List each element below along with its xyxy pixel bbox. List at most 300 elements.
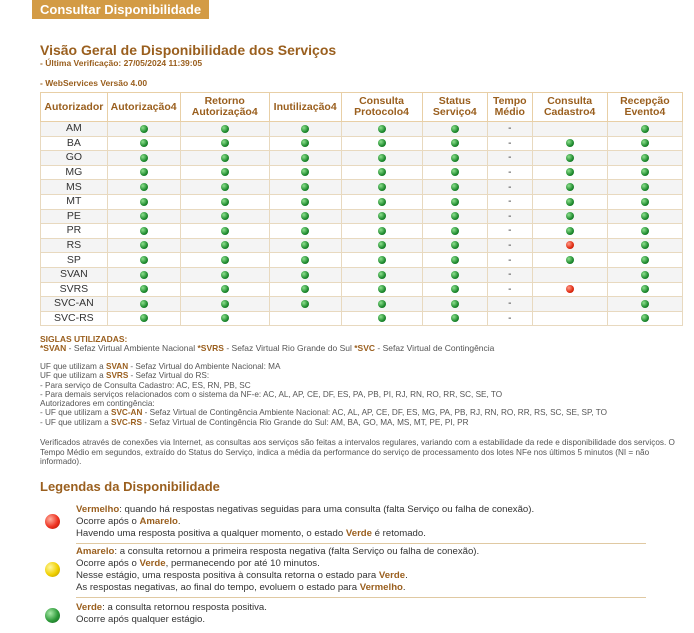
uf-contingencia-heading: Autorizadores em contingência:	[40, 399, 155, 409]
green-status-icon	[378, 300, 386, 308]
green-status-icon	[566, 154, 574, 162]
status-cell	[341, 311, 422, 326]
green-status-icon	[566, 212, 574, 220]
green-status-icon	[641, 314, 649, 322]
green-status-icon	[451, 125, 459, 133]
green-status-icon	[301, 139, 309, 147]
row-autorizador: MG	[41, 165, 108, 180]
table-row	[41, 194, 683, 209]
status-cell	[532, 194, 607, 209]
status-cell	[532, 209, 607, 224]
status-cell	[180, 180, 269, 195]
status-cell	[341, 238, 422, 253]
row-autorizador: GO	[41, 151, 108, 166]
status-cell	[269, 194, 341, 209]
uf-svrs-pre: UF que utilizam a	[40, 371, 106, 381]
green-status-icon	[221, 183, 229, 191]
green-status-icon	[641, 198, 649, 206]
siglas-line	[40, 343, 494, 353]
green-status-icon	[641, 300, 649, 308]
green-status-icon	[641, 168, 649, 176]
status-cell	[532, 238, 607, 253]
status-cell	[269, 282, 341, 297]
green-status-icon	[378, 271, 386, 279]
status-cell	[269, 151, 341, 166]
legend-yellow	[40, 546, 646, 598]
verification-note: Verificados através de conexões via Internet, as consultas aos serviços são feitas a intervalos regulares, variando com a estabilidade da rede e disponibilidade dos serviços. O Tempo Médio em segundos, extraído do Status do Serviço, indica a média da performance do serviço de processamento dos lotes NFe nos últimos 5 minutos (NI = não informado).	[40, 438, 675, 466]
tab-consultar-disponibilidade[interactable]: Consultar Disponibilidade	[32, 0, 209, 19]
status-cell	[422, 224, 487, 239]
legend-red-text	[76, 504, 646, 544]
green-status-icon	[641, 125, 649, 133]
tempo-medio-cell: -	[488, 209, 532, 224]
status-cell	[607, 209, 682, 224]
status-cell	[422, 180, 487, 195]
green-status-icon	[301, 212, 309, 220]
table-row	[41, 267, 683, 282]
status-cell	[269, 180, 341, 195]
empty-cell	[269, 311, 341, 326]
legend-red	[40, 504, 646, 544]
legend-yellow-line3	[76, 570, 646, 582]
status-cell	[180, 122, 269, 137]
legend-red-l2-kw: Amarelo	[139, 516, 178, 527]
green-status-icon	[378, 314, 386, 322]
legend-yellow-l4-post: .	[402, 582, 406, 593]
green-status-icon	[140, 212, 148, 220]
status-cell	[607, 311, 682, 326]
green-status-icon	[140, 125, 148, 133]
status-cell	[107, 238, 180, 253]
green-status-icon	[301, 154, 309, 162]
uf-svcrs-key: SVC-RS	[110, 417, 142, 427]
table-row	[41, 122, 683, 137]
uf-svcrs-line	[40, 418, 690, 427]
table-row	[41, 180, 683, 195]
green-status-icon	[378, 241, 386, 249]
col-status-servico: Status Serviço4	[422, 93, 487, 122]
tempo-medio-cell: -	[488, 282, 532, 297]
green-status-icon	[566, 139, 574, 147]
status-cell	[341, 267, 422, 282]
green-status-icon	[451, 183, 459, 191]
green-status-icon	[378, 168, 386, 176]
col-consulta-cadastro: Consulta Cadastro4	[532, 93, 607, 122]
col-inutilizacao: Inutilização4	[269, 93, 341, 122]
table-row	[41, 136, 683, 151]
tempo-medio-cell: -	[488, 224, 532, 239]
green-status-icon	[221, 168, 229, 176]
table-row	[41, 165, 683, 180]
tempo-medio-cell: -	[488, 253, 532, 268]
green-status-icon	[451, 198, 459, 206]
status-cell	[607, 267, 682, 282]
status-cell	[532, 282, 607, 297]
ws-version-text: - WebServices Versão 4.00	[40, 78, 148, 88]
green-status-icon	[641, 271, 649, 279]
row-autorizador: SVRS	[41, 282, 108, 297]
table-header-row	[41, 93, 683, 122]
status-cell	[269, 209, 341, 224]
top-bar	[0, 0, 694, 20]
green-status-icon	[140, 300, 148, 308]
legend-green	[40, 602, 646, 632]
green-status-icon	[451, 227, 459, 235]
legend-green-text	[76, 602, 646, 629]
status-cell	[269, 224, 341, 239]
status-cell	[269, 122, 341, 137]
green-status-icon	[378, 256, 386, 264]
empty-cell	[532, 122, 607, 137]
green-status-icon	[221, 300, 229, 308]
tempo-medio-cell: -	[488, 238, 532, 253]
status-cell	[607, 297, 682, 312]
last-check-text: - Última Verificação: 27/05/2024 11:39:05	[40, 58, 203, 68]
green-status-icon	[641, 139, 649, 147]
uf-svcrs-pre: - UF que utilizam a	[40, 417, 111, 427]
status-cell	[422, 297, 487, 312]
uf-svcan-line	[40, 408, 690, 417]
green-status-icon	[451, 256, 459, 264]
green-status-icon	[641, 285, 649, 293]
col-recepcao-evento: Recepção Evento4	[607, 93, 682, 122]
legend-yellow-l3-post: .	[405, 570, 408, 581]
status-cell	[107, 194, 180, 209]
green-status-icon	[221, 285, 229, 293]
uf-svan-line	[40, 362, 690, 371]
sigla-svrs-desc: - Sefaz Virtual Rio Grande do Sul	[223, 343, 355, 353]
row-autorizador: BA	[41, 136, 108, 151]
status-cell	[532, 253, 607, 268]
status-cell	[341, 297, 422, 312]
uf-svrs-post: - Sefaz Virtual do RS:	[128, 371, 210, 381]
green-status-icon	[140, 183, 148, 191]
sigla-svan-desc: - Sefaz Virtual Ambiente Nacional	[66, 343, 198, 353]
status-cell	[607, 253, 682, 268]
green-status-icon	[378, 183, 386, 191]
status-cell	[422, 136, 487, 151]
status-cell	[180, 151, 269, 166]
uf-svcan-key: SVC-AN	[110, 408, 143, 418]
sigla-svan: *SVAN	[40, 343, 67, 353]
table-row	[41, 253, 683, 268]
table-row	[41, 297, 683, 312]
tempo-medio-cell: -	[488, 194, 532, 209]
green-status-icon	[566, 256, 574, 264]
tempo-medio-cell: -	[488, 180, 532, 195]
green-status-icon	[451, 300, 459, 308]
table-row	[41, 151, 683, 166]
status-cell	[607, 194, 682, 209]
legend-red-kw: Vermelho	[76, 504, 120, 515]
status-cell	[532, 136, 607, 151]
status-cell	[107, 180, 180, 195]
siglas-heading: SIGLAS UTILIZADAS:	[40, 334, 128, 344]
green-status-icon	[140, 314, 148, 322]
legend-yellow-l3-pre: Nesse estágio, uma resposta positiva à consulta retorna o estado para	[76, 570, 379, 581]
green-status-icon	[566, 227, 574, 235]
legend-yellow-line4	[76, 582, 646, 594]
status-cell	[269, 136, 341, 151]
status-cell	[107, 209, 180, 224]
legend-red-line3	[76, 528, 646, 540]
row-autorizador: SVC-RS	[41, 311, 108, 326]
legend-green-l1: : a consulta retornou resposta positiva.	[102, 602, 267, 613]
table-body	[41, 122, 683, 326]
row-autorizador: MT	[41, 194, 108, 209]
status-cell	[180, 136, 269, 151]
uf-svcrs-post: - Sefaz Virtual de Contingência Rio Grande do Sul: AM, BA, GO, MA, MS, MT, PE, PI, PR	[141, 417, 469, 427]
empty-cell	[532, 311, 607, 326]
tempo-medio-cell: -	[488, 151, 532, 166]
status-cell	[341, 151, 422, 166]
legend-yellow-l4-kw: Vermelho	[359, 582, 403, 593]
status-cell	[107, 224, 180, 239]
status-cell	[607, 165, 682, 180]
status-cell	[107, 267, 180, 282]
green-status-icon	[301, 198, 309, 206]
green-status-icon	[221, 314, 229, 322]
tempo-medio-cell: -	[488, 122, 532, 137]
sigla-svrs: *SVRS	[197, 343, 224, 353]
status-cell	[107, 165, 180, 180]
status-cell	[180, 165, 269, 180]
table-row	[41, 224, 683, 239]
green-status-icon	[140, 227, 148, 235]
status-cell	[422, 165, 487, 180]
status-cell	[341, 253, 422, 268]
green-status-icon	[566, 183, 574, 191]
green-status-icon	[301, 285, 309, 293]
legend-green-line2: Ocorre após qualquer estágio.	[76, 614, 206, 625]
green-status-icon	[140, 198, 148, 206]
green-status-icon	[451, 241, 459, 249]
status-cell	[422, 253, 487, 268]
status-cell	[422, 238, 487, 253]
status-cell	[422, 151, 487, 166]
status-cell	[107, 297, 180, 312]
tempo-medio-cell: -	[488, 311, 532, 326]
status-cell	[107, 122, 180, 137]
green-status-icon	[378, 154, 386, 162]
tempo-medio-cell: -	[488, 136, 532, 151]
status-cell	[341, 209, 422, 224]
status-cell	[180, 282, 269, 297]
green-status-icon	[451, 212, 459, 220]
status-cell	[107, 311, 180, 326]
status-cell	[341, 122, 422, 137]
legend-red-l2-post: .	[177, 516, 181, 527]
legend-yellow-text	[76, 546, 646, 598]
status-cell	[269, 165, 341, 180]
legend-yellow-l2-pre: Ocorre após o	[76, 558, 140, 569]
row-autorizador: PE	[41, 209, 108, 224]
status-cell	[532, 224, 607, 239]
tempo-medio-cell: -	[488, 297, 532, 312]
legend-green-kw: Verde	[76, 602, 103, 613]
green-status-icon	[451, 271, 459, 279]
row-autorizador: MS	[41, 180, 108, 195]
status-cell	[607, 180, 682, 195]
legend-yellow-l3-kw: Verde	[378, 570, 406, 581]
green-status-icon	[45, 608, 60, 623]
legend-red-l3-post: é retomado.	[372, 528, 426, 539]
uf-svrs-key: SVRS	[105, 371, 129, 381]
legend-red-line1	[76, 504, 646, 516]
green-status-icon	[451, 314, 459, 322]
yellow-status-icon	[45, 562, 60, 577]
row-autorizador: RS	[41, 238, 108, 253]
tempo-medio-cell: -	[488, 165, 532, 180]
green-status-icon	[641, 227, 649, 235]
green-status-icon	[221, 256, 229, 264]
legend-title: Legendas da Disponibilidade	[40, 479, 220, 494]
green-status-icon	[451, 285, 459, 293]
green-status-icon	[301, 271, 309, 279]
uf-svcan-post: - Sefaz Virtual de Contingência Ambiente Nacional: AC, AL, AP, CE, DF, ES, MG, PA, PB, RJ, RN, RO, RR, RS, SC, SE, SP, TO	[142, 408, 607, 418]
green-status-icon	[378, 125, 386, 133]
status-cell	[422, 194, 487, 209]
tempo-medio-cell: -	[488, 267, 532, 282]
legend-red-l3-pre: Havendo uma resposta positiva a qualquer momento, o estado	[76, 528, 346, 539]
status-cell	[532, 151, 607, 166]
legend-green-line1	[76, 602, 646, 614]
col-autorizador: Autorizador	[41, 93, 108, 122]
green-status-icon	[301, 168, 309, 176]
page-title: Visão Geral de Disponibilidade dos Serviços	[40, 42, 337, 58]
status-cell	[532, 165, 607, 180]
status-cell	[607, 122, 682, 137]
green-status-icon	[221, 139, 229, 147]
empty-cell	[532, 297, 607, 312]
green-status-icon	[566, 168, 574, 176]
green-status-icon	[140, 139, 148, 147]
uf-svrs-line	[40, 371, 690, 380]
legend-yellow-kw: Amarelo	[76, 546, 115, 557]
green-status-icon	[301, 300, 309, 308]
status-cell	[341, 282, 422, 297]
green-status-icon	[140, 168, 148, 176]
green-status-icon	[140, 256, 148, 264]
uf-demais-line: - Para demais serviços relacionados com o sistema da NF-e: AC, AL, AP, CE, DF, ES, PA, PB, PI, RJ, RN, RO, RR, SC, SE, TO	[40, 389, 503, 399]
empty-cell	[532, 267, 607, 282]
green-status-icon	[140, 285, 148, 293]
availability-table	[40, 92, 683, 326]
green-status-icon	[641, 154, 649, 162]
green-status-icon	[221, 271, 229, 279]
red-status-icon	[566, 241, 574, 249]
status-cell	[180, 253, 269, 268]
status-cell	[107, 136, 180, 151]
status-cell	[180, 297, 269, 312]
status-cell	[607, 151, 682, 166]
status-cell	[107, 282, 180, 297]
status-cell	[607, 136, 682, 151]
sigla-svc-desc: - Sefaz Virtual de Contingência	[375, 343, 495, 353]
status-cell	[422, 209, 487, 224]
status-cell	[180, 238, 269, 253]
green-status-icon	[641, 183, 649, 191]
status-cell	[107, 151, 180, 166]
status-cell	[607, 238, 682, 253]
green-status-icon	[221, 125, 229, 133]
status-cell	[180, 311, 269, 326]
table-row	[41, 311, 683, 326]
green-status-icon	[221, 227, 229, 235]
row-autorizador: SVC-AN	[41, 297, 108, 312]
status-cell	[422, 122, 487, 137]
green-status-icon	[451, 168, 459, 176]
green-status-icon	[566, 198, 574, 206]
status-cell	[341, 180, 422, 195]
col-retorno-autorizacao: Retorno Autorização4	[180, 93, 269, 122]
green-status-icon	[301, 125, 309, 133]
uf-svan-pre: UF que utilizam a	[40, 362, 106, 371]
sigla-svc: *SVC	[354, 343, 376, 353]
green-status-icon	[378, 139, 386, 147]
legend-yellow-line2	[76, 558, 646, 570]
green-status-icon	[301, 241, 309, 249]
green-status-icon	[140, 271, 148, 279]
status-cell	[422, 282, 487, 297]
legend-yellow-l1: : a consulta retornou a primeira resposta negativa (falta Serviço ou falha de conexão).	[114, 546, 480, 557]
green-status-icon	[641, 212, 649, 220]
row-autorizador: PR	[41, 224, 108, 239]
legend-yellow-l2-post: , permanecendo por até 10 minutos.	[165, 558, 320, 569]
status-cell	[180, 267, 269, 282]
red-status-icon	[45, 514, 60, 529]
legend-red-l1: : quando há respostas negativas seguidas para uma consulta (falta Serviço ou falha de conexão).	[119, 504, 535, 515]
green-status-icon	[301, 227, 309, 235]
status-cell	[341, 136, 422, 151]
status-cell	[341, 165, 422, 180]
green-status-icon	[451, 139, 459, 147]
col-autorizacao: Autorização4	[107, 93, 180, 122]
row-autorizador: AM	[41, 122, 108, 137]
green-status-icon	[301, 183, 309, 191]
status-cell	[180, 194, 269, 209]
green-status-icon	[378, 212, 386, 220]
status-cell	[269, 267, 341, 282]
uf-svan-key: SVAN	[105, 362, 129, 371]
table-row	[41, 282, 683, 297]
status-cell	[269, 297, 341, 312]
status-cell	[341, 194, 422, 209]
green-status-icon	[221, 198, 229, 206]
uf-cadastro-line: - Para serviço de Consulta Cadastro: AC, ES, RN, PB, SC	[40, 380, 251, 390]
green-status-icon	[301, 256, 309, 264]
status-cell	[422, 311, 487, 326]
green-status-icon	[641, 256, 649, 264]
status-cell	[180, 209, 269, 224]
green-status-icon	[140, 154, 148, 162]
green-status-icon	[221, 212, 229, 220]
legend-yellow-l4-pre: As respostas negativas, ao final do tempo, evoluem o estado para	[76, 582, 360, 593]
row-autorizador: SVAN	[41, 267, 108, 282]
red-status-icon	[566, 285, 574, 293]
table-row	[41, 238, 683, 253]
col-consulta-protocolo: Consulta Protocolo4	[341, 93, 422, 122]
status-cell	[107, 253, 180, 268]
status-cell	[607, 224, 682, 239]
legend-red-l3-kw: Verde	[345, 528, 372, 539]
status-cell	[607, 282, 682, 297]
legend-yellow-l2-kw: Verde	[139, 558, 166, 569]
green-status-icon	[641, 241, 649, 249]
status-cell	[269, 253, 341, 268]
status-cell	[180, 224, 269, 239]
green-status-icon	[378, 285, 386, 293]
